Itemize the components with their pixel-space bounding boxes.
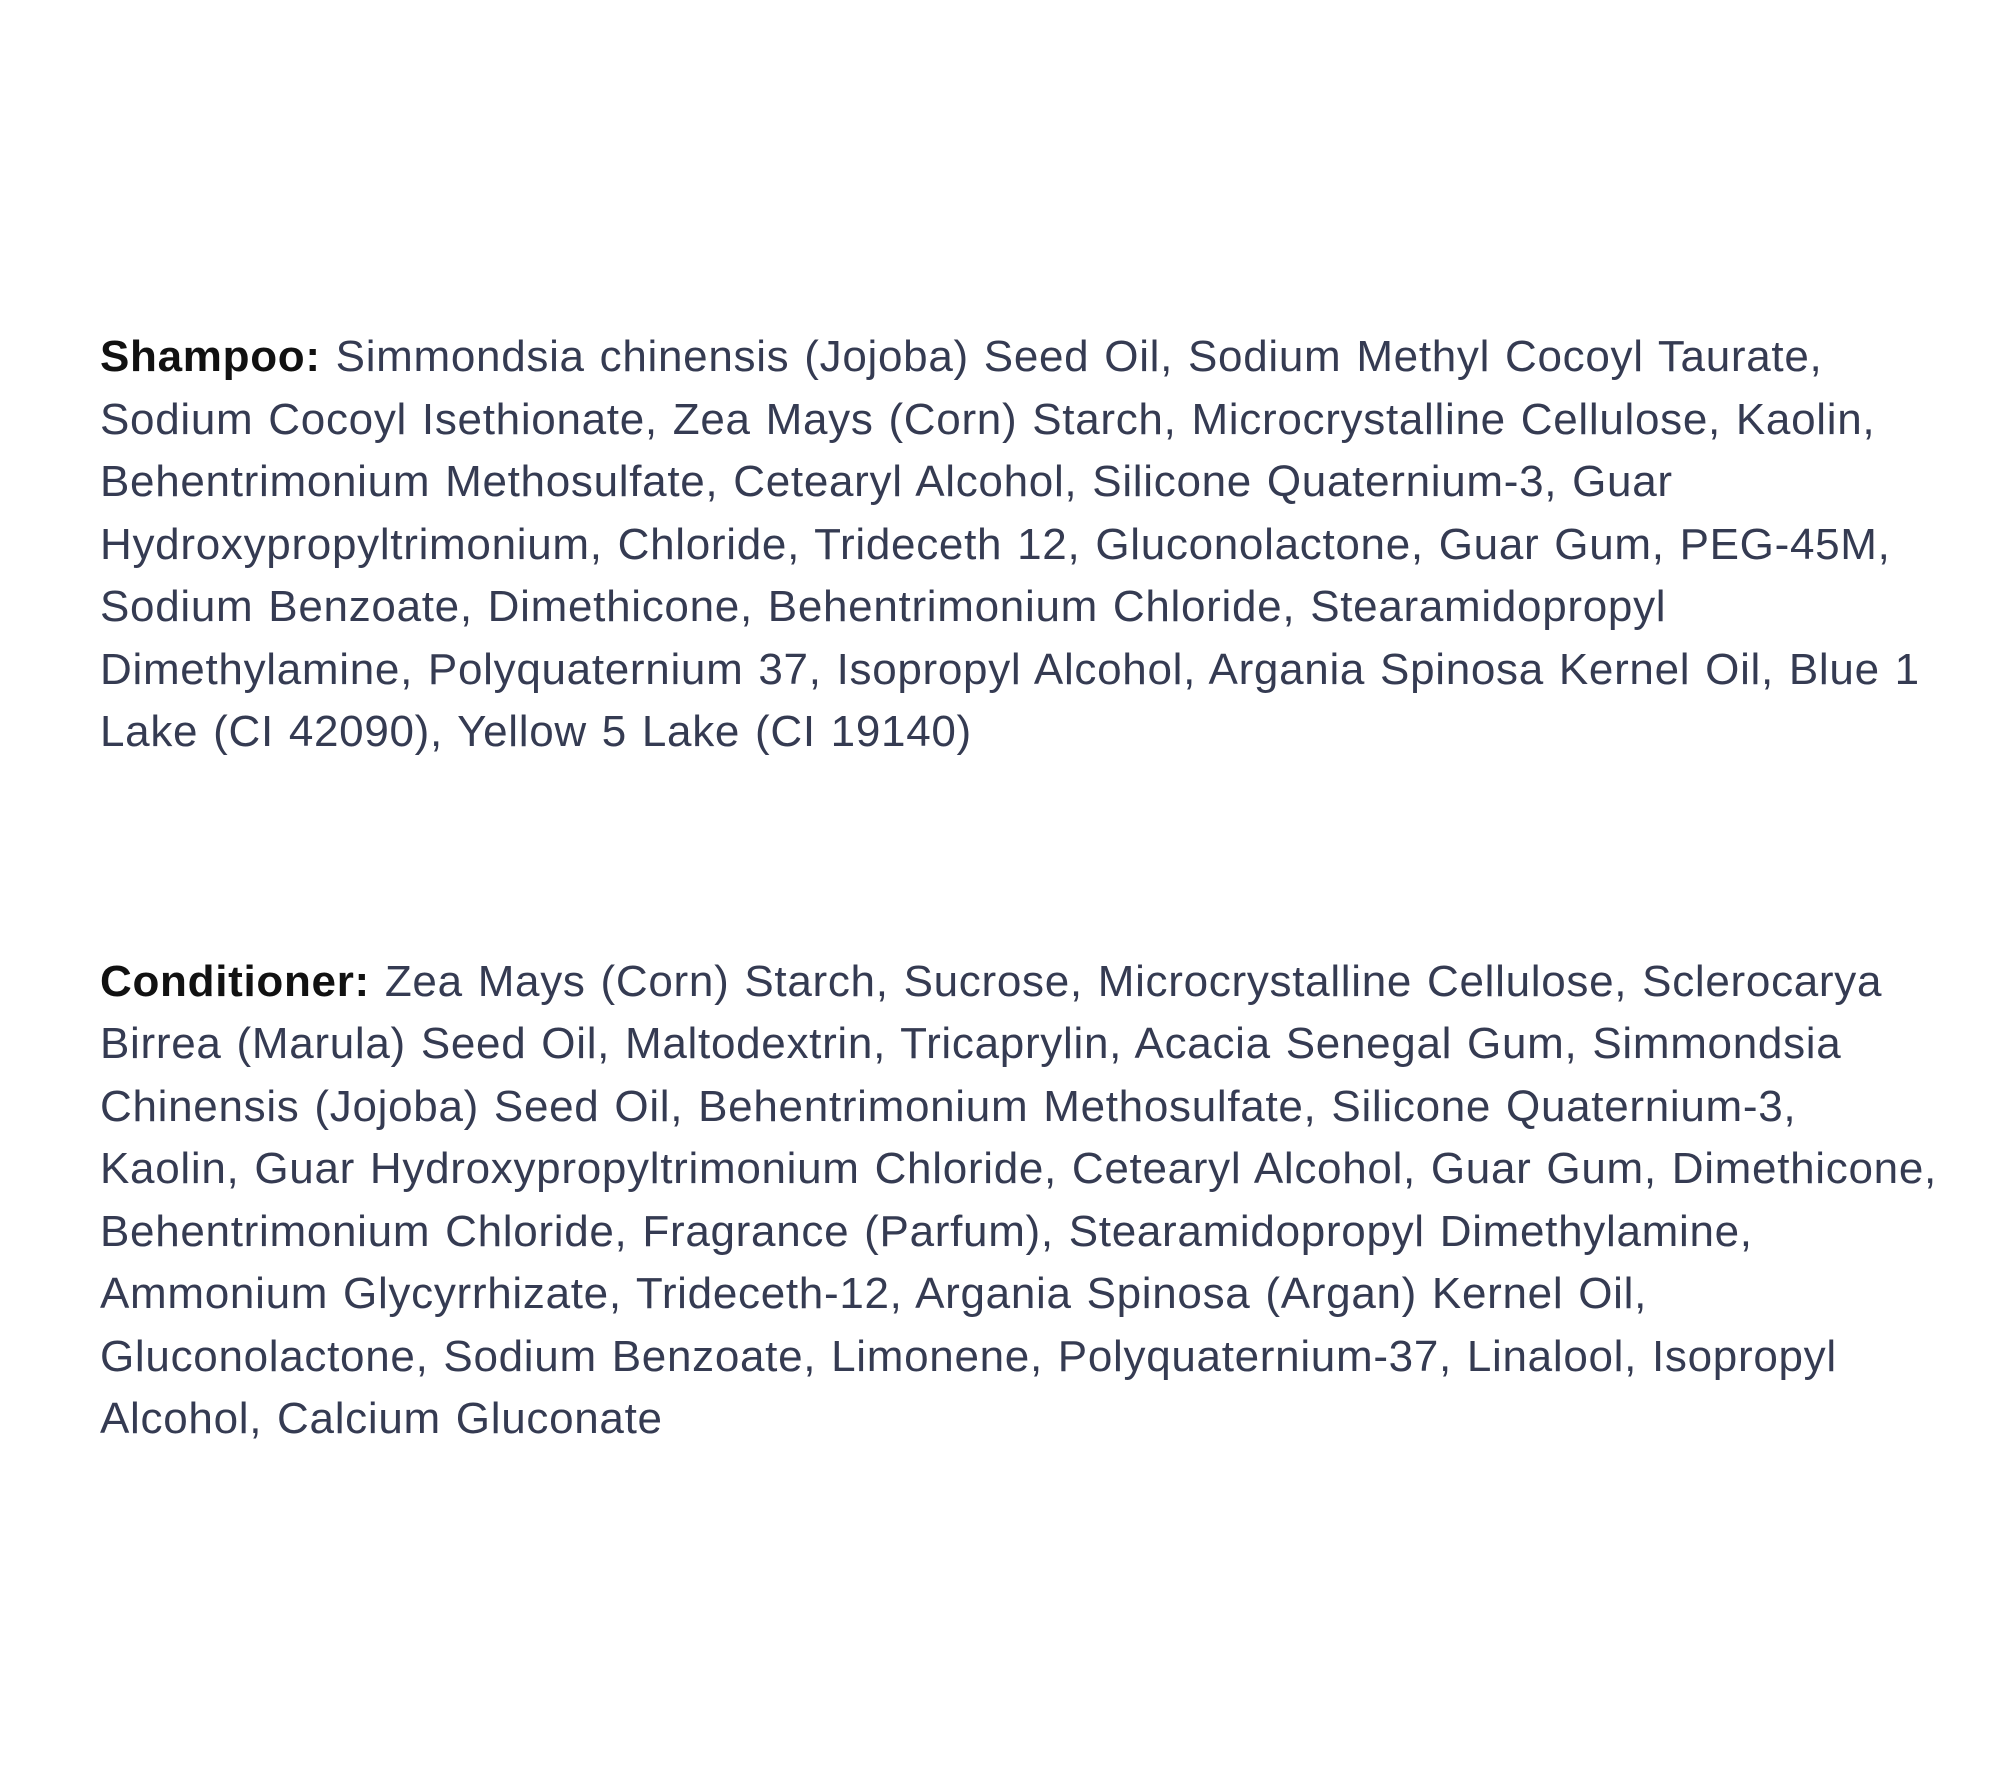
conditioner-ingredients-text: Zea Mays (Corn) Starch, Sucrose, Microcrystalline Cellulose, Sclerocarya Birrea (Marula) Seed Oil, Maltodextrin, Tricaprylin, Acacia Senegal Gum, Simmondsia Chinensis (Jojoba) Seed Oil, Behentrimonium Methosulfate, Silicone Quaternium-3, Kaolin, Guar Hydroxypropyltrimonium Chloride, Cetearyl Alcohol, Guar Gum, Dimethicone, Behentrimonium Chloride, Fragrance (Parfum), Stearamidopropyl Dimethylamine, Ammonium Glycyrrhizate, Trideceth-12, Argania Spinosa (Argan) Kernel Oil, Gluconolactone, Sodium Benzoate, Limonene, Polyquaternium-37, Linalool, Isopropyl Alcohol, Calcium Gluconate	[100, 956, 1937, 1443]
shampoo-ingredients-paragraph	[100, 326, 1940, 764]
section-divider-space	[100, 764, 1940, 951]
conditioner-ingredients-paragraph	[100, 951, 1940, 1451]
shampoo-ingredients-text: Simmondsia chinensis (Jojoba) Seed Oil, Sodium Methyl Cocoyl Taurate, Sodium Cocoyl Isethionate, Zea Mays (Corn) Starch, Microcrystalline Cellulose, Kaolin, Behentrimonium Methosulfate, Cetearyl Alcohol, Silicone Quaternium-3, Guar Hydroxypropyltrimonium, Chloride, Trideceth 12, Gluconolactone, Guar Gum, PEG-45M, Sodium Benzoate, Dimethicone, Behentrimonium Chloride, Stearamidopropyl Dimethylamine, Polyquaternium 37, Isopropyl Alcohol, Argania Spinosa Kernel Oil, Blue 1 Lake (CI 42090), Yellow 5 Lake (CI 19140)	[100, 332, 1920, 756]
ingredients-document	[100, 326, 1940, 1451]
shampoo-label: Shampoo:	[100, 332, 321, 381]
conditioner-label: Conditioner:	[100, 956, 370, 1006]
